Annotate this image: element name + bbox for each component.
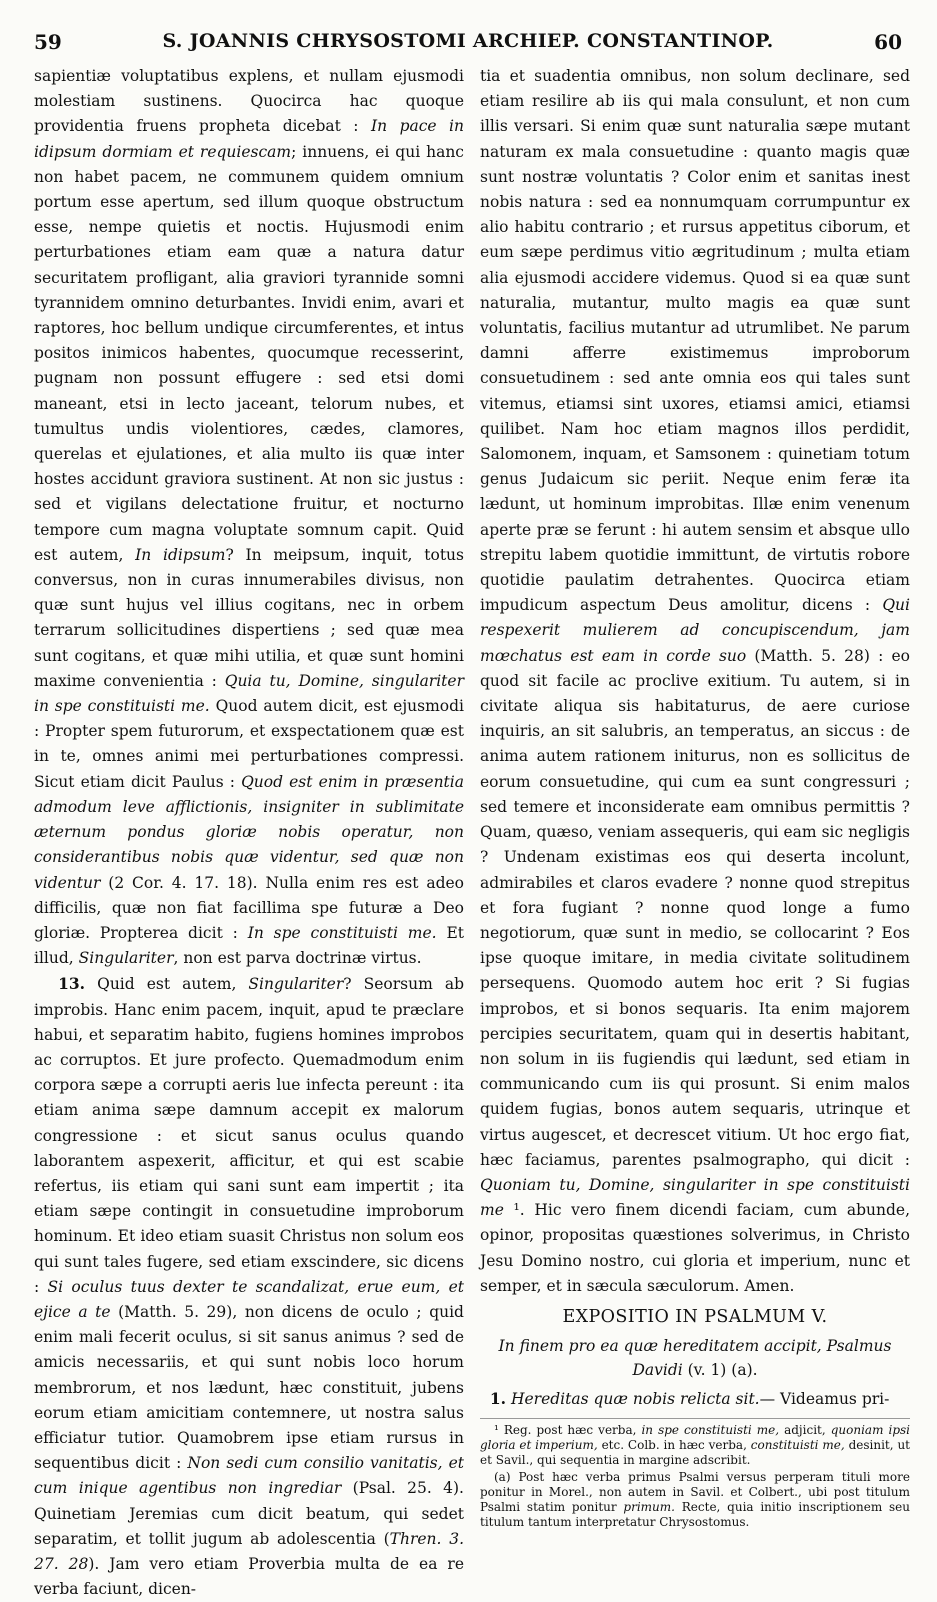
scripture-reference: Thren. 3. 27. 28	[34, 1529, 464, 1573]
running-title: S. JOANNIS CHRYSOSTOMI ARCHIEP. CONSTANTINOP.	[162, 30, 774, 52]
quotation: In pace in idipsum dormiam et requiescam	[34, 117, 464, 161]
quotation: In spe constituisti me.	[247, 923, 437, 942]
quotation: Qui respexerit mulierem ad concupiscendum, jam mœchatus est eam in corde suo	[480, 596, 910, 665]
section-number: 1.	[489, 1389, 507, 1409]
left-column	[34, 64, 465, 1599]
section-subtitle: In finem pro ea quæ hereditatem accipit, Psalmus Davidi (v. 1) (a).	[498, 1337, 892, 1380]
footnotes	[480, 1418, 910, 1530]
quotation: In idipsum	[135, 545, 226, 564]
scripture-reference: (2 Cor. 4. 17. 18).	[100, 873, 266, 892]
quotation: Singulariter	[78, 949, 174, 968]
quotation: Non sedi cum consilio vanitatis, et cum inique agentibus non ingrediar	[34, 1454, 464, 1498]
page-number-left: 59	[34, 30, 62, 54]
footnote: ¹ Reg. post hæc verba, in spe constituisti me, adjicit, quoniam ipsi gloria et imperium, etc. Colb. in hæc verba, constituisti me, desinit, ut et Savil., qui sequentia in margine adscribit.	[480, 1423, 911, 1468]
paragraph: 1. Hereditas quæ nobis relicta sit.— Videamus pri-	[489, 1389, 890, 1409]
right-column	[480, 64, 911, 1530]
quotation: Quod est enim in præsentia admodum leve afflictionis, insigniter in sublimitate æternum pondus gloriæ nobis operatur, non considerantibus nobis quæ videntur, sed quæ non videntur	[34, 772, 464, 892]
paragraph: sapientiæ voluptatibus explens, et nullam ejusmodi molestiam sustinens. Quocirca hac quoque providentia fruens propheta dicebat : In pace in idipsum dormiam et requiescam; innuens, ei qui hanc non habet pacem, ne communem quidem omnium portum esse apertum, sed illum quoque obstructum esse, nempe quietis et noctis. Hujusmodi enim perturbationes etiam eam quæ a natura datur securitatem profligant, alia graviori tyrannide somni tyrannidem omnino deturbantes. Invidi enim, avari et raptores, hoc bellum undique circumferentes, et intus positos inimicos habentes, quocumque recesserint, pugnam non possunt effugere : sed etsi domi maneant, etsi in lecto jaceant, telorum nubes, et tumultus undis violentiores, cædes, clamores, querelas et ejulationes, et alia multo iis quæ inter hostes accidunt graviora sustinent. At non sic justus : sed et vigilans delectatione fruitur, et nocturno tempore cum magna voluptate somnum capit. Quid est autem, In idipsum? In meipsum, inquit, totus conversus, non in curas innumerabiles divisus, non quæ sunt hujus vel illius cogitans, nec in orbem terrarum sollicitudines dispertiens ; sed quæ mea sunt cogitans, et quæ mihi utilia, et quæ sunt homini maxime convenientia : Quia tu, Domine, singulariter in spe constituisti me. Quod autem dicit, est ejusmodi : Propter spem futurorum, et exspectationem quæ est in te, omnes animi mei perturbationes compressi. Sicut etiam dicit Paulus : Quod est enim in præsentia admodum leve afflictionis, insigniter in sublimitate æternum pondus gloriæ nobis operatur, non considerantibus nobis quæ videntur, sed quæ non videntur (2 Cor. 4. 17. 18). Nulla enim res est adeo difficilis, quæ non fiat facillima spe futuræ a Deo gloriæ. Propterea dicit : In spe constituisti me. Et illud, Singulariter, non est parva doctrinæ virtus.	[34, 67, 465, 968]
scripture-reference: (Matth. 5. 28) :	[746, 646, 892, 665]
quotation: Quia tu, Domine, singulariter in spe constituisti me.	[34, 671, 464, 716]
quotation: Si oculus tuus dexter te scandalizat, erue eum, et ejice a te	[34, 1277, 465, 1321]
quotation: Hereditas quæ nobis relicta sit.	[506, 1390, 760, 1409]
quotation: Quoniam tu, Domine, singulariter in spe constituisti me	[480, 1175, 910, 1220]
page-number-right: 60	[874, 30, 902, 54]
scripture-reference: (Matth. 5. 29),	[110, 1302, 245, 1321]
footnote: (a) Post hæc verba primus Psalmi versus perperam tituli more ponitur in Morel., non autem in Savil. et Colbert., ubi post titulum Psalmi statim ponitur primum. Recte, quia initio inscriptionem seu titulum tantum interpretatur Chrysostomus.	[480, 1470, 910, 1530]
scripture-reference: (Psal. 25. 4).	[341, 1479, 464, 1498]
paragraph: 13. Quid est autem, Singulariter? Seorsum ab improbis. Hanc enim pacem, inquit, apud te præclare habui, et separatim habito, fugiens homines improbos ac corruptos. Et jure profecto. Quemadmodum enim corpora sæpe a corrupti aeris lue infecta pereunt : ita etiam anima sæpe damnum accepit ex malorum congressione : et sicut sanus oculus quando laborantem aspexerit, afficitur, et qui est scabie refertus, iis etiam qui sani sunt eam impertit ; ita etiam sæpe contingit in consuetudine improborum hominum. Et ideo etiam suasit Christus non solum eos qui sunt tales fugere, sed etiam exscindere, sic dicens : Si oculus tuus dexter te scandalizat, erue eum, et ejice a te (Matth. 5. 29), non dicens de oculo ; quid enim mali fecerit oculus, si sit sanus animus ? sed de amicis necessariis, et qui sunt nobis loco horum membrorum, et nos lædunt, hæc constituit, jubens eorum etiam amicitiam contemnere, ut nostra salus efficiatur tutior. Quamobrem ipse etiam rursus in sequentibus dicit : Non sedi cum consilio vanitatis, et cum inique agentibus non ingrediar (Psal. 25. 4). Quinetiam Jeremias cum dicit beatum, qui sedet separatim, et tollit jugum ab adolescentia (Thren. 3. 27. 28). Jam vero etiam Proverbia multa de ea re verba faciunt, dicen-	[34, 974, 465, 1599]
paragraph: tia et suadentia omnibus, non solum declinare, sed etiam resilire ab iis qui mala consulunt, et non cum illis versari. Si enim quæ sunt naturalia sæpe mutant naturam ex mala consuetudine : quanto magis quæ sunt nostræ voluntatis ? Color enim et sanitas inest nobis natura : sed ea nonnumquam corrumpuntur ex alio habitu contrario ; et rursus appetitus ciborum, et eum sæpe perdimus vitio ægritudinum ; multa etiam alia ejusmodi accidere videmus. Quod si ea quæ sunt naturalia, mutantur, multo magis ea quæ sunt voluntatis, facilius mutantur ad utrumlibet. Ne parum damni afferre existimemus improborum consuetudinem : sed ante omnia eos qui tales sunt vitemus, etiamsi sint uxores, etiamsi amici, etiamsi quilibet. Nam hoc etiam magnos illos perdidit, Salomonem, inquam, et Samsonem : quinetiam totum genus Judaicum sic periit. Neque enim feræ ita lædunt, ut hominum improbitas. Illæ enim venenum aperte præ se ferunt : hi autem sensim et absque ullo strepitu labem quotidie immittunt, de virtutis robore quotidie paulatim detrahentes. Quocirca etiam impudicum aspectum Deus amolitur, dicens : Qui respexerit mulierem ad concupiscendum, jam mœchatus est eam in corde suo (Matth. 5. 28) : eo quod sit facile ac proclive exitium. Tu autem, si in civitate aliqua sis habitaturus, de aere curiose inquiris, an sit salubris, an temperatus, an siccus : de anima autem rationem initurus, non es sollicitus de eorum consuetudine, qui cum ea sunt congressuri ; sed temere et inconsiderate eam omnibus permittis ? Quam, quæso, veniam assequeris, qui eam sic negligis ? Undenam existimas eos qui deserta incolunt, admirabiles et claros evadere ? nonne quod strepitus et fora fugiant ? nonne quod longe a fumo negotiorum, quæ sunt in medio, se collocarint ? Eos ipse quoque imitare, in media civitate solitudinem persequens. Quomodo autem hoc erit ? Si fugias improbos, et si bonos sequaris. Ita enim majorem percipies securitatem, quam qui in desertis habitant, non solum in iis fugiendis qui lædunt, sed etiam in communicando cum iis qui prosunt. Si enim malos quidem fugias, bonos autem sequaris, utrinque et virtus augescet, et decrescet vitium. Ut hoc ergo fiat, hæc faciamus, parentes psalmographo, qui dicit : Quoniam tu, Domine, singulariter in spe constituisti me ¹. Hic vero finem dicendi faciam, cum abunde, opinor, propositas quæstiones solverimus, in Christo Jesu Domino nostro, cui gloria et imperium, nunc et semper, et in sæcula sæculorum. Amen.	[480, 67, 910, 1295]
section-title: EXPOSITIO IN PSALMUM V.	[562, 1306, 828, 1327]
section-number: 13.	[58, 974, 86, 994]
quotation: Singulariter	[248, 975, 344, 994]
page-header	[34, 30, 902, 60]
footnote-ref: ¹.	[503, 1201, 535, 1220]
